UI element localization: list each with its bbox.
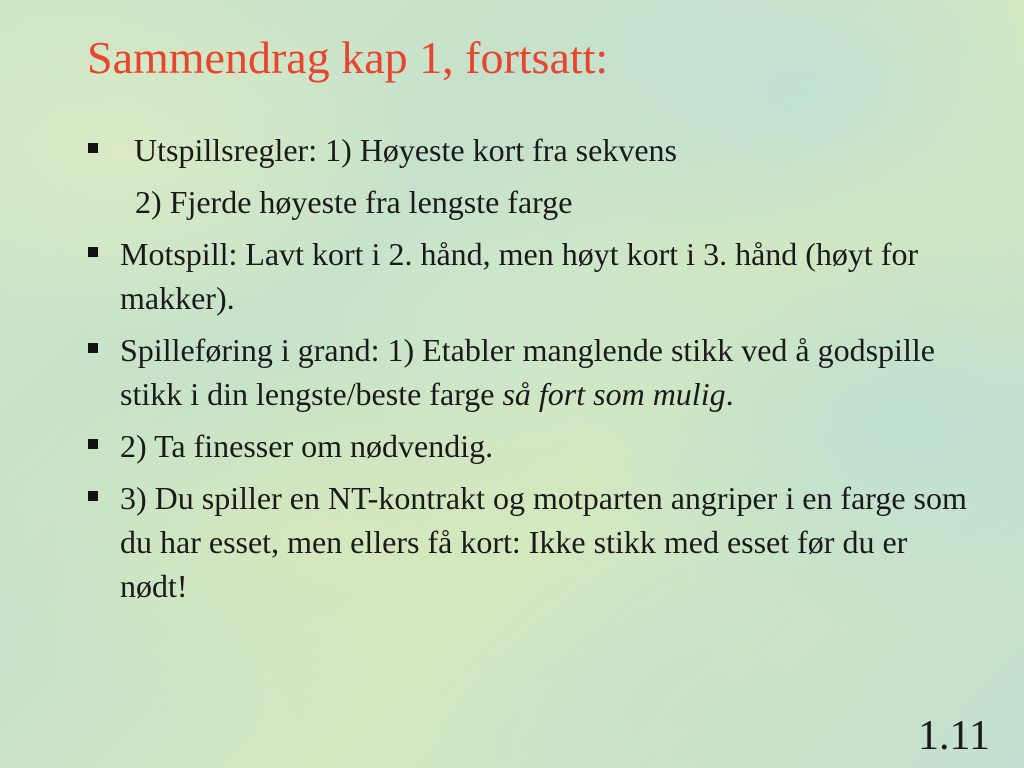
bullet-item-finesser xyxy=(88,424,968,468)
bullet-item-motspill xyxy=(88,232,968,320)
bullet-text: Spilleføring i grand: 1) Etabler manglende stikk ved å godspille stikk i din lengste/beste farge xyxy=(120,332,935,412)
bullet-square-icon xyxy=(88,439,98,449)
bullet-text-emphasis: så fort som mulig xyxy=(502,376,726,412)
bullet-text: 2) Ta finesser om nødvendig. xyxy=(120,428,494,464)
bullet-list xyxy=(88,128,968,616)
bullet-item-utspillsregler xyxy=(88,128,968,172)
bullet-text: Motspill: Lavt kort i 2. hånd, men høyt kort i 3. hånd (høyt for makker). xyxy=(120,236,919,316)
bullet-square-icon xyxy=(88,143,98,153)
bullet-text: Utspillsregler: 1) Høyeste kort fra sekvens xyxy=(134,132,677,168)
bullet-item-nt-kontrakt xyxy=(88,476,968,608)
bullet-continuation: 2) Fjerde høyeste fra lengste farge xyxy=(135,184,573,220)
bullet-item-spilleforing xyxy=(88,328,968,416)
slide-title: Sammendrag kap 1, fortsatt: xyxy=(87,32,609,83)
page-number: 1.11 xyxy=(918,713,990,759)
bullet-square-icon xyxy=(88,247,98,257)
bullet-square-icon xyxy=(88,343,98,353)
bullet-text-end: . xyxy=(725,376,734,412)
bullet-square-icon xyxy=(88,491,98,501)
bullet-text: 3) Du spiller en NT-kontrakt og motparten angriper i en farge som du har esset, men ellers få kort: Ikke stikk med esset før du er nødt! xyxy=(120,480,967,604)
